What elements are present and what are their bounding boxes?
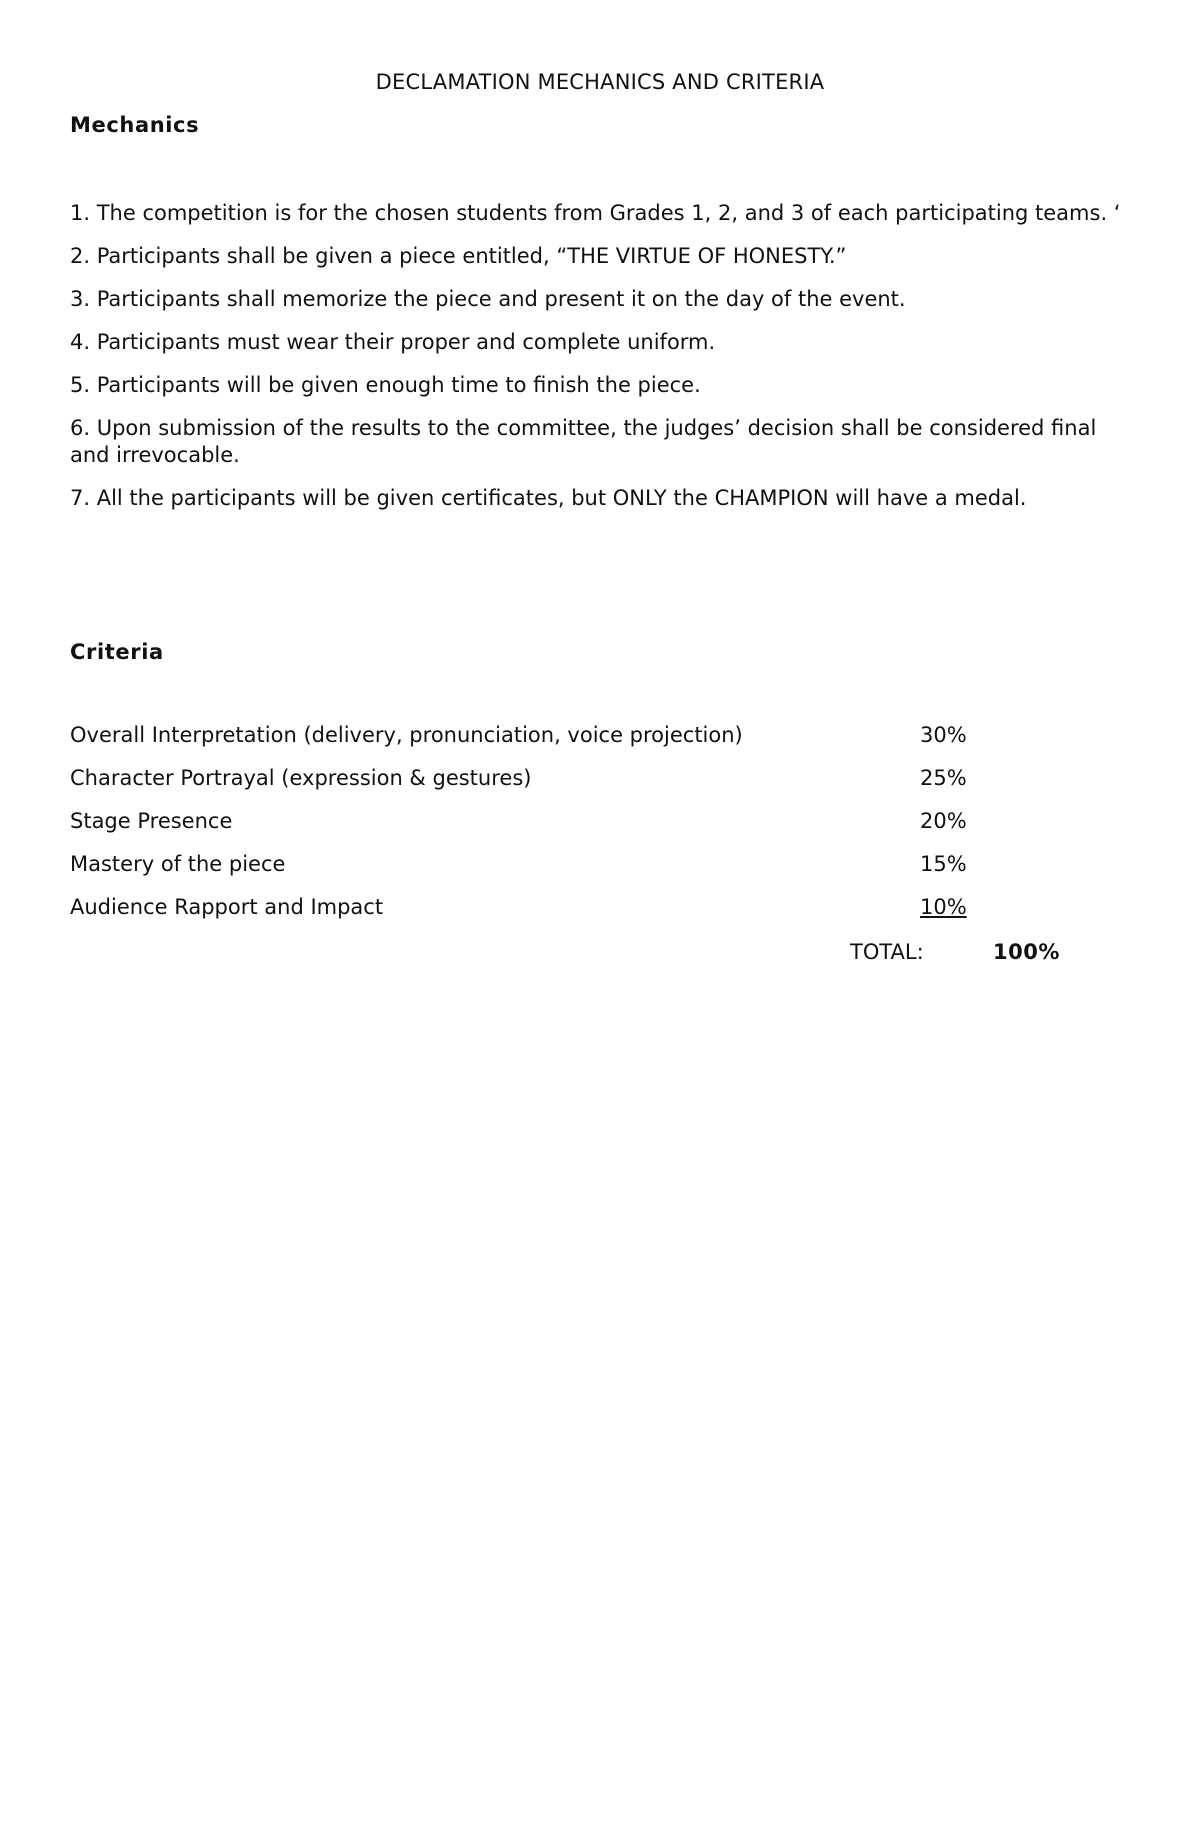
mechanics-item: 3. Participants shall memorize the piece and present it on the day of the event. (70, 287, 906, 311)
mechanics-list (70, 200, 1140, 528)
criteria-row (70, 852, 1070, 895)
criteria-name: Character Portrayal (expression & gestures) (70, 766, 532, 790)
criteria-percent: 10% (920, 895, 967, 919)
mechanics-item: 5. Participants will be given enough time to finish the piece. (70, 373, 701, 397)
criteria-heading: Criteria (70, 640, 164, 664)
criteria-percent: 30% (920, 723, 967, 747)
total-value: 100% (993, 940, 1060, 964)
criteria-name: Overall Interpretation (delivery, pronunciation, voice projection) (70, 723, 743, 747)
document-title: DECLAMATION MECHANICS AND CRITERIA (375, 70, 825, 94)
criteria-name: Stage Presence (70, 809, 233, 833)
criteria-row (70, 723, 1070, 766)
criteria-row (70, 895, 1070, 938)
total-label: TOTAL: (850, 940, 924, 964)
mechanics-item: 4. Participants must wear their proper and complete uniform. (70, 330, 716, 354)
mechanics-item: 2. Participants shall be given a piece entitled, “THE VIRTUE OF HONESTY.” (70, 244, 847, 268)
criteria-row (70, 809, 1070, 852)
criteria-table (70, 723, 1070, 938)
criteria-percent: 15% (920, 852, 967, 876)
criteria-row (70, 766, 1070, 809)
criteria-name: Audience Rapport and Impact (70, 895, 384, 919)
mechanics-heading: Mechanics (70, 113, 200, 137)
criteria-percent: 25% (920, 766, 967, 790)
criteria-name: Mastery of the piece (70, 852, 286, 876)
mechanics-item: 1. The competition is for the chosen students from Grades 1, 2, and 3 of each participating teams. ‘ (70, 201, 1121, 225)
criteria-percent: 20% (920, 809, 967, 833)
mechanics-item: 7. All the participants will be given certificates, but ONLY the CHAMPION will have a medal. (70, 486, 1027, 510)
criteria-percent-cell (920, 895, 1070, 938)
mechanics-item: 6. Upon submission of the results to the committee, the judges’ decision shall be considered final and irrevocable. (70, 416, 1097, 467)
